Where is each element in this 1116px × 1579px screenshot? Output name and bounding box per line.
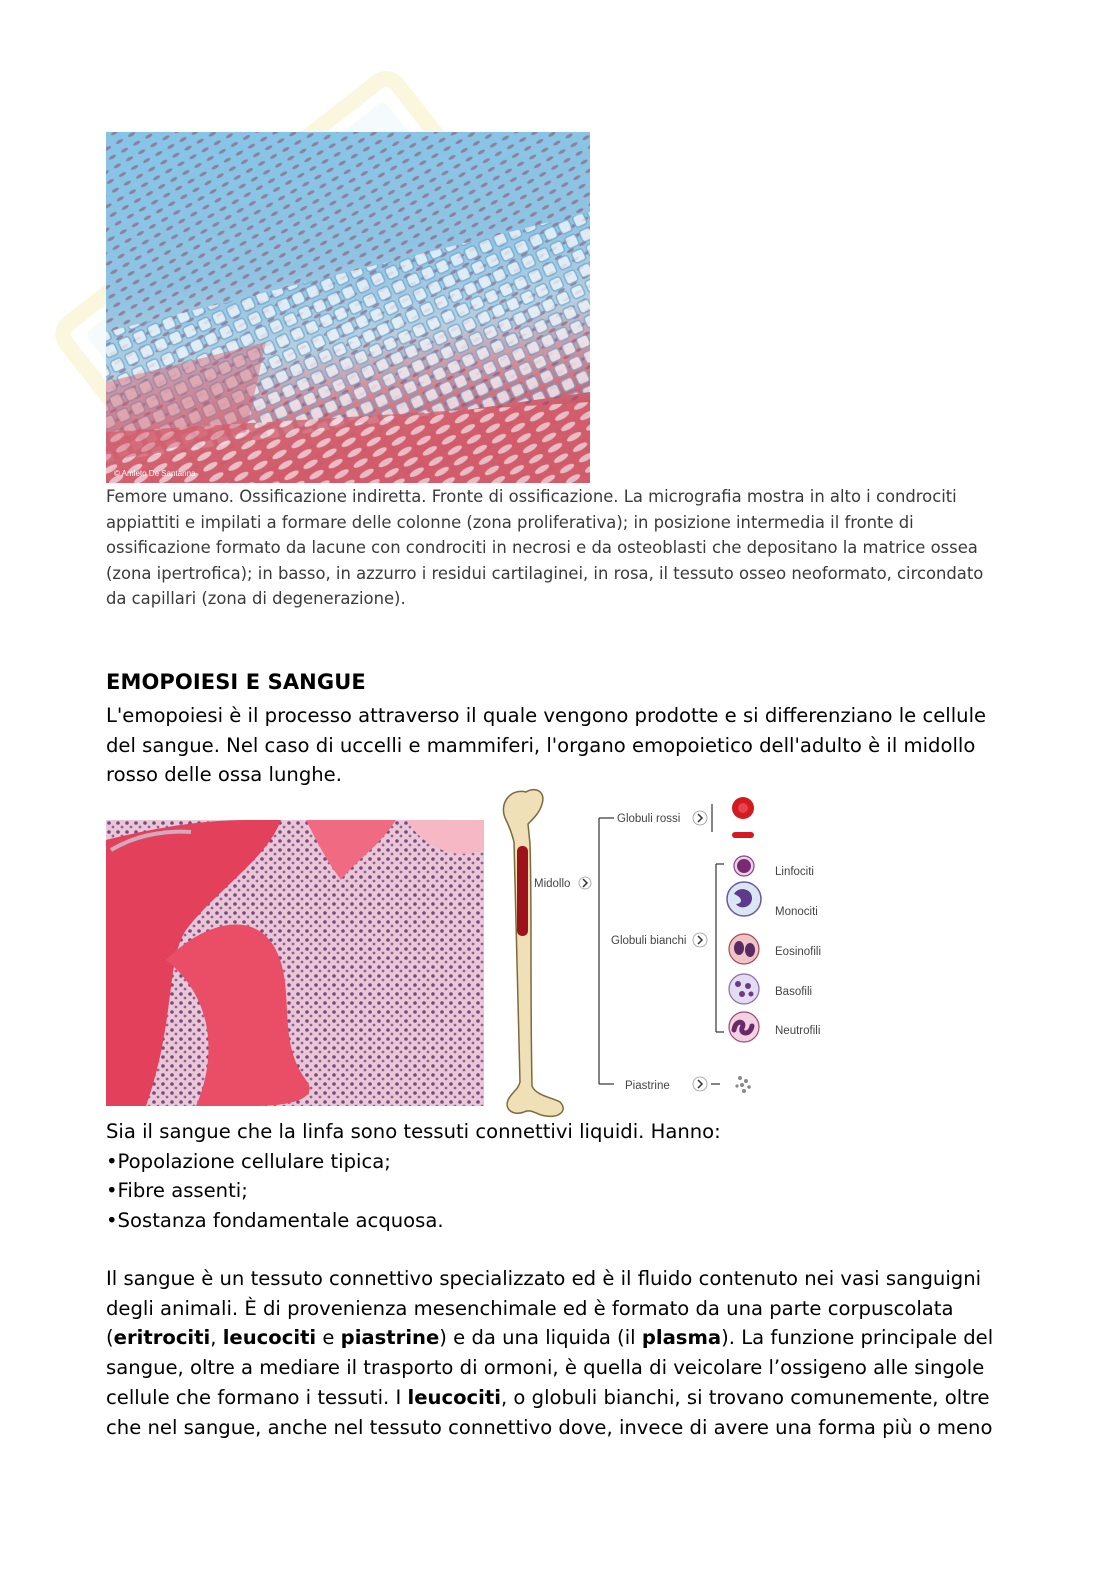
marrow-micrograph [106, 820, 484, 1106]
intro-line: del sangue. Nel caso di uccelli e mammiferi, l'organo emopoietico dell'adulto è il midollo [106, 733, 976, 757]
term-leucociti: leucociti [222, 1326, 317, 1350]
neutrophil-icon [729, 1012, 759, 1042]
lymphocyte-icon [734, 856, 754, 876]
figure-caption [106, 484, 1006, 612]
hematopoiesis-diagram [484, 786, 830, 1118]
label-globuli-bianchi: Globuli bianchi [611, 935, 687, 947]
list-item: •Sostanza fondamentale acquosa. [106, 1209, 444, 1233]
list-lead: Sia il sangue che la linfa sono tessuti connettivi liquidi. Hanno: [106, 1120, 721, 1143]
intro-line: rosso delle ossa lunghe. [106, 763, 342, 787]
monocyte-icon [727, 882, 761, 916]
term-leucociti: leucociti [407, 1385, 501, 1409]
paragraph-line: (eritrociti, leucociti e piastrine) e da una liquida (il plasma). La funzione principale del [106, 1326, 994, 1350]
section-title: EMOPOIESI E SANGUE [106, 670, 366, 694]
term-piastrine: piastrine [340, 1326, 440, 1350]
properties-list [106, 1117, 1006, 1236]
label-globuli-rossi: Globuli rossi [617, 813, 681, 825]
intro-paragraph [106, 701, 1006, 790]
ossification-micrograph [106, 132, 590, 483]
paragraph-line: degli animali. È di provenienza mesenchimale ed è formato da una parte corpuscolata [106, 1296, 954, 1320]
label-midollo: Midollo [534, 878, 571, 890]
caption-line: appiattiti e impilati a formare delle colonne (zona proliferativa); in posizione intermedia il fronte di [106, 512, 914, 532]
caption-line: da capillari (zona di degenerazione). [106, 589, 406, 608]
paragraph-line: Il sangue è un tessuto connettivo specializzato ed è il fluido contenuto nei vasi sanguigni [106, 1267, 982, 1290]
femur-illustration [503, 790, 563, 1117]
blood-paragraph [106, 1264, 1006, 1442]
label-piastrine: Piastrine [625, 1080, 670, 1092]
list-item: •Popolazione cellulare tipica; [106, 1149, 391, 1173]
label-neutrofili: Neutrofili [775, 1025, 821, 1037]
eosinophil-icon [729, 934, 759, 964]
label-basofili: Basofili [775, 986, 813, 998]
list-item: •Fibre assenti; [106, 1179, 248, 1203]
basophil-icon [729, 974, 759, 1004]
label-linfociti: Linfociti [775, 866, 814, 878]
caption-line: Femore umano. Ossificazione indiretta. Fronte di ossificazione. La micrografia mostra in alto i condrociti [106, 487, 957, 506]
label-eosinofili: Eosinofili [775, 946, 822, 958]
paragraph-line: che nel sangue, anche nel tessuto connettivo dove, invece di avere una forma più o meno [106, 1415, 993, 1439]
paragraph-line: sangue, oltre a mediare il trasporto di ormoni, è quella di veicolare l’ossigeno alle singole [106, 1356, 985, 1380]
term-eritrociti: eritrociti [113, 1326, 211, 1350]
caption-line: ossificazione formato da lacune con condrociti in necrosi e da osteoblasti che depositano la matrice ossea [106, 538, 978, 557]
intro-line: L'emopoiesi è il processo attraverso il quale vengono prodotte e si differenziano le cellule [106, 704, 987, 727]
platelets-icon [735, 1076, 750, 1093]
label-monociti: Monociti [775, 906, 818, 918]
caption-line: (zona ipertrofica); in basso, in azzurro i residui cartilaginei, in rosa, il tessuto osseo neoformato, circondato [106, 563, 984, 583]
paragraph-line: cellule che formano i tessuti. I leucociti, o globuli bianchi, si trovano comunemente, oltre [106, 1385, 990, 1409]
term-plasma: plasma [641, 1326, 722, 1350]
micrograph-credit: © Amleto De Santanna [114, 469, 196, 478]
